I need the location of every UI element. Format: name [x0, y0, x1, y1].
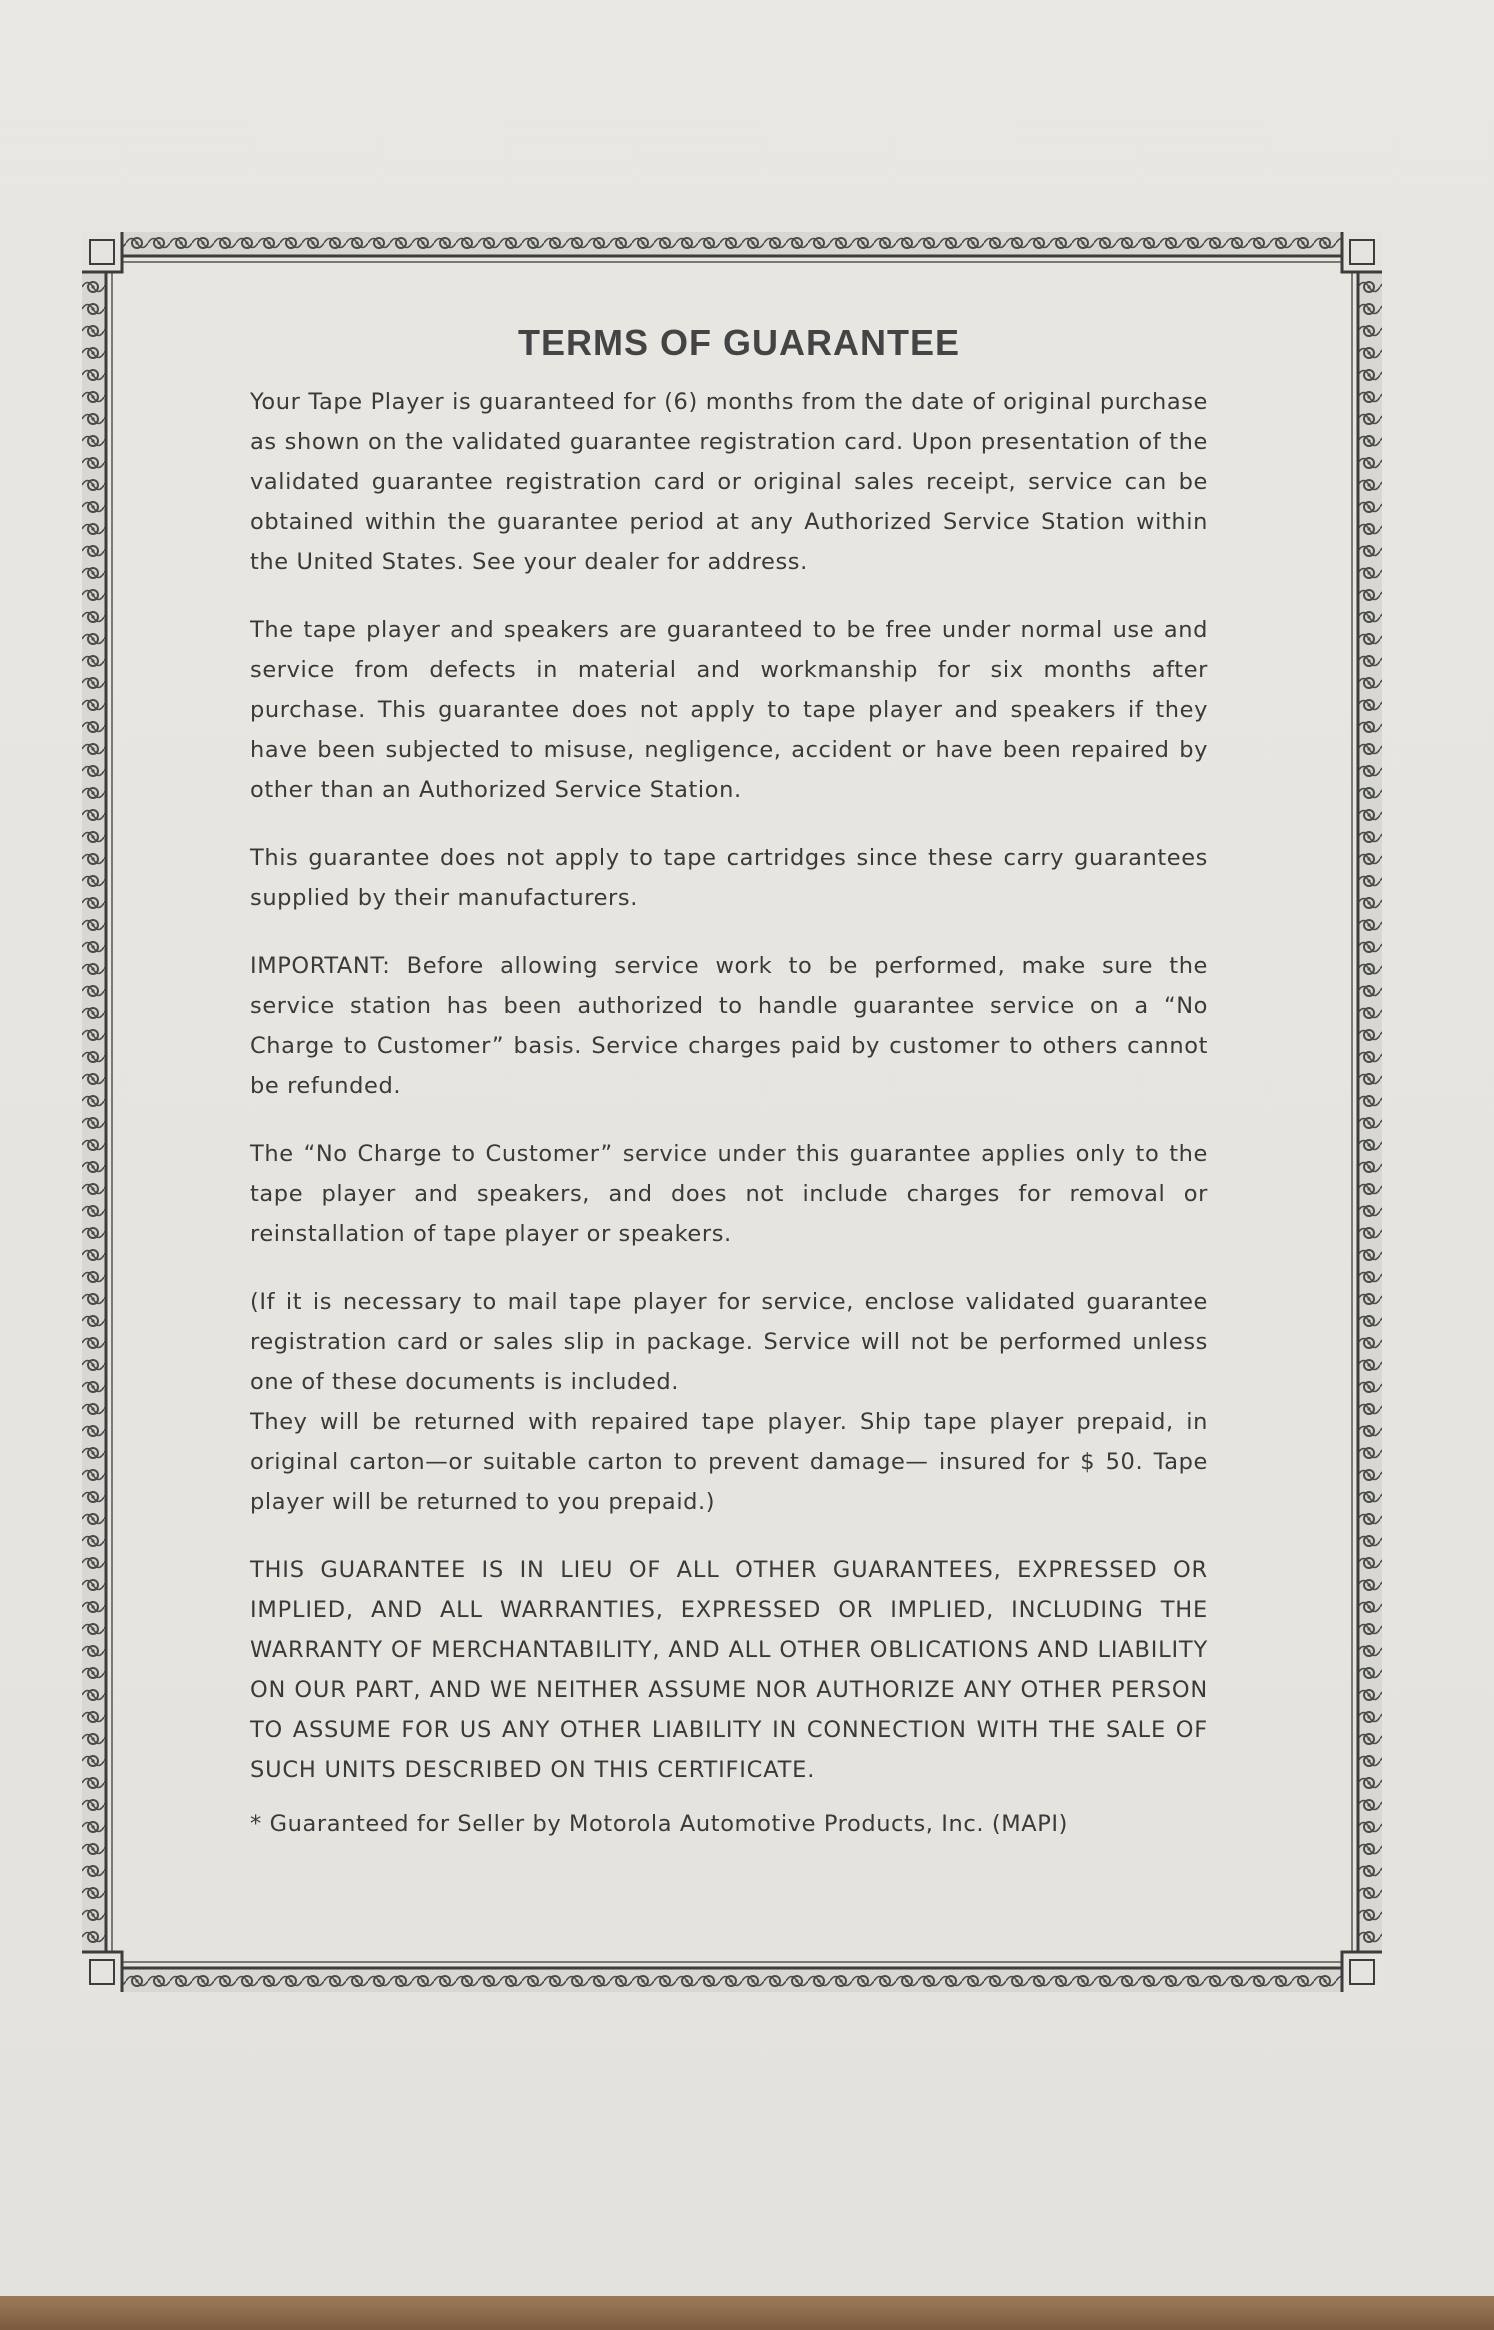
paragraph-guarantee-period: Your Tape Player is guaranteed for (6) months from the date of original purchase as shown on the validated guarantee registration card. Upon presentation of the validated guarantee registration card or original sales receipt, service can be obtained within the guarantee period at any Authorized Service Station within the United States. See your dealer for address. — [250, 389, 1208, 575]
table-surface — [0, 2296, 1494, 2330]
paragraph-no-charge: The “No Charge to Customer” service under this guarantee applies only to the tape player and speakers, and does not include charges for removal or reinstallation of tape player or speakers. — [250, 1141, 1208, 1247]
mail-notice-line-2: They will be returned with repaired tape player. Ship tape player prepaid, in original carton—or suitable carton to prevent damage— insured for $ 50. Tape player will be returned to you prepaid.) — [250, 1409, 1208, 1515]
paragraph-mail-notice — [250, 1282, 1208, 1522]
footnote-seller: * Guaranteed for Seller by Motorola Automotive Products, Inc. (MAPI) — [250, 1811, 1069, 1837]
ornamental-border-frame — [82, 232, 1382, 1992]
paragraph-defects-coverage: The tape player and speakers are guaranteed to be free under normal use and service from defects in material and workmanship for six months after purchase. This guarantee does not apply to tape player and speakers if they have been subjected to misuse, negligence, accident or have been repaired by other than an Authorized Service Station. — [250, 617, 1208, 803]
guarantee-text — [250, 322, 1208, 1844]
paragraph-important: IMPORTANT: Before allowing service work to be performed, make sure the service station has been authorized to handle guarantee service on a “No Charge to Customer” basis. Service charges paid by customer to others cannot be refunded. — [250, 953, 1208, 1099]
mail-notice-line-1: (If it is necessary to mail tape player for service, enclose validated guarantee registration card or sales slip in package. Service will not be performed unless one of these documents is included. — [250, 1289, 1208, 1395]
paragraph-disclaimer: THIS GUARANTEE IS IN LIEU OF ALL OTHER GUARANTEES, EXPRESSED OR IMPLIED, AND ALL WARRANTIES, EXPRESSED OR IMPLIED, INCLUDING THE WARRANTY OF MERCHANTABILITY, AND ALL OTHER OBLICATIONS AND LIABILITY ON OUR PART, AND WE NEITHER ASSUME NOR AUTHORIZE ANY OTHER PERSON TO ASSUME FOR US ANY OTHER LIABILITY IN CONNECTION WITH THE SALE OF SUCH UNITS DESCRIBED ON THIS CERTIFICATE. — [250, 1557, 1208, 1783]
paragraph-cartridges: This guarantee does not apply to tape cartridges since these carry guarantees supplied by their manufacturers. — [250, 845, 1208, 911]
document-title: TERMS OF GUARANTEE — [517, 322, 960, 363]
